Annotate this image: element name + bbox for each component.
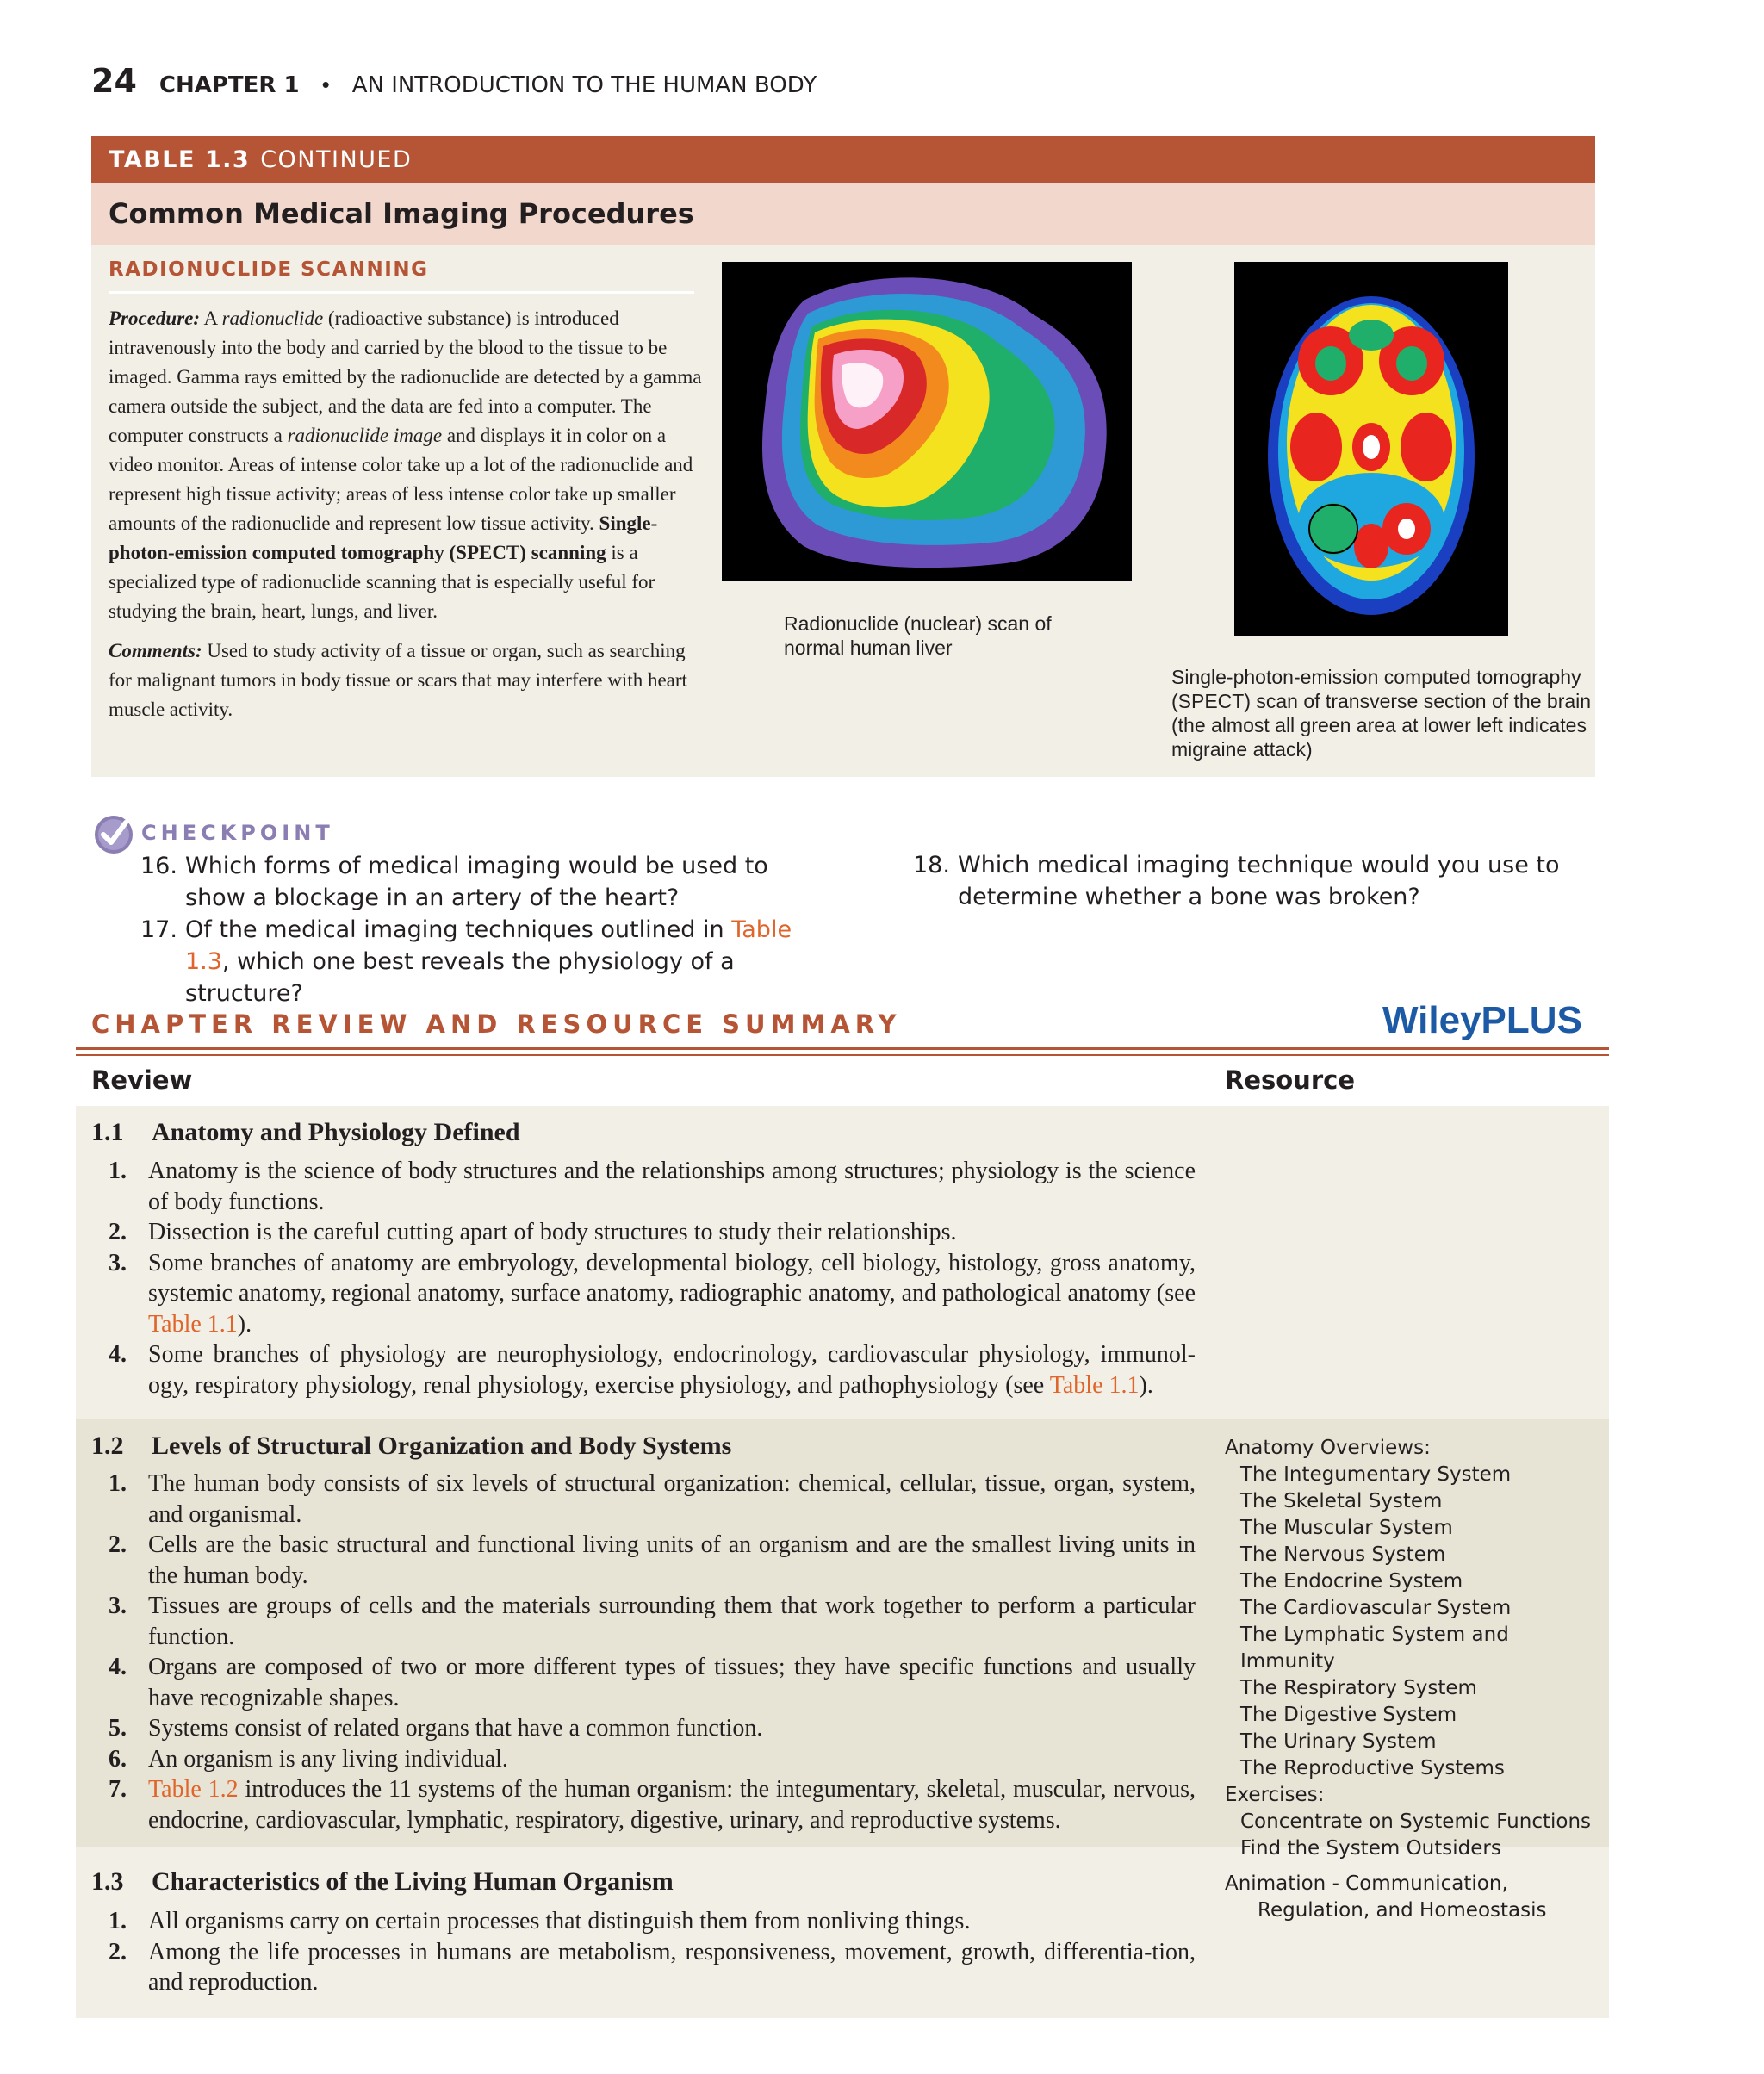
comments-text: Used to study activity of a tissue or organ, such as searching for malignant tumors in body tissue or scars that may interfere with heart muscle activity. [109, 640, 687, 720]
question-text: Which medical imaging technique would you use to determine whether a bone was broken? [958, 852, 1560, 910]
comments-paragraph [109, 636, 703, 724]
question-text-a: Of the medical imaging techniques outlined in [185, 916, 732, 943]
list-item [109, 1906, 1196, 1937]
divider-rule [76, 1047, 1609, 1050]
item-text: Dissection is the careful cutting apart of body structures to study their relationships. [148, 1219, 957, 1245]
list-item [109, 1652, 1196, 1713]
section-number: 1.2 [91, 1431, 124, 1460]
item-text: Some branches of anatomy are embryology, developmental biology, cell biology, histology, gross anatomy, systemic anatomy, regional anatomy, surface anatomy, radiographic anatomy, and pathological anatomy (see [148, 1249, 1196, 1307]
list-item [109, 1339, 1196, 1400]
item-text: An organism is any living individual. [148, 1745, 508, 1773]
review-section-title [91, 1867, 674, 1897]
item-number: 1. [109, 1158, 127, 1184]
item-text: introduces the 11 systems of the human organism: the integumentary, skeletal, muscular, nervous, endocrine, cardiovascular, lymphatic, respiratory, digestive, urinary, and reproductive systems. [148, 1776, 1196, 1834]
checkpoint-question-18 [913, 849, 1568, 913]
list-item [109, 1248, 1196, 1340]
resource-list-1-2 [1225, 1435, 1604, 1862]
procedure-text [109, 304, 703, 735]
chapter-review-title: CHAPTER REVIEW AND RESOURCE SUMMARY [91, 1009, 902, 1039]
list-item [109, 1937, 1196, 1998]
table-1-1-link[interactable]: Table 1.1 [148, 1310, 238, 1338]
resource-link[interactable]: Find the System Outsiders [1240, 1837, 1501, 1860]
table-1-2-link[interactable]: Table 1.2 [148, 1776, 239, 1803]
section-number: 1.3 [91, 1867, 124, 1896]
table-label: TABLE 1.3 [109, 146, 251, 173]
list-item [109, 1156, 1196, 1217]
item-number: 2. [109, 1531, 127, 1558]
item-number: 3. [109, 1249, 127, 1276]
item-number: 5. [109, 1715, 127, 1742]
resource-list-1-3 [1225, 1871, 1604, 1924]
section-name: Characteristics of the Living Human Organism [152, 1867, 674, 1896]
section-name: Anatomy and Physiology Defined [152, 1118, 520, 1146]
question-text: Which forms of medical imaging would be used to show a blockage in an artery of the heart? [185, 853, 768, 911]
item-number: 4. [109, 1341, 127, 1368]
list-item [109, 1713, 1196, 1744]
resource-link[interactable]: The Urinary System [1240, 1730, 1437, 1753]
item-text: Cells are the basic structural and functional living units of an organism and are the smallest living units in the human body. [148, 1531, 1196, 1589]
item-text: Systems consist of related organs that have a common function. [148, 1715, 763, 1742]
resource-link[interactable]: The Integumentary System [1240, 1463, 1512, 1486]
resource-heading: Anatomy Overviews: [1225, 1437, 1431, 1459]
question-text [140, 914, 829, 1009]
table-header-bar [91, 136, 1595, 183]
table-subtitle: Common Medical Imaging Procedures [91, 183, 1595, 245]
table-1-3 [91, 136, 1595, 777]
item-number: 4. [109, 1654, 127, 1680]
item-text: All organisms carry on certain processes that distinguish them from nonliving things. [148, 1908, 971, 1934]
review-section-title [91, 1118, 520, 1147]
term-spect: Single-photon-emission computed tomography (SPECT) scanning [109, 512, 658, 563]
list-item [109, 1530, 1196, 1591]
item-text-end: ). [1139, 1371, 1153, 1399]
checkpoint-title: CHECKPOINT [141, 821, 334, 845]
chapter-label: CHAPTER 1 [158, 72, 300, 98]
brand-wiley: Wiley [1382, 999, 1481, 1041]
section-number: 1.1 [91, 1118, 124, 1146]
review-list [109, 1469, 1196, 1835]
section-name: Levels of Structural Organization and Body Systems [152, 1431, 732, 1460]
resource-column-header: Resource [1225, 1065, 1355, 1095]
table-1-1-link[interactable]: Table 1.1 [1049, 1371, 1140, 1399]
resource-link[interactable]: The Lymphatic System and Immunity [1240, 1624, 1509, 1673]
item-text: Among the life processes in humans are metabolism, responsiveness, movement, growth, differentia-tion, and reproduction. [148, 1938, 1196, 1996]
term-radionuclide-image: radionuclide image [287, 425, 443, 446]
separator-bullet: • [321, 71, 330, 97]
procedure-text-4: is a specialized type of radionuclide scanning that is especially useful for studying the brain, heart, lungs, and liver. [109, 542, 655, 622]
brain-spect-image [1234, 262, 1508, 636]
checkpoint-question-16 [140, 850, 829, 914]
resource-link[interactable]: The Reproductive Systems [1240, 1757, 1505, 1779]
term-radionuclide: radionuclide [221, 307, 324, 329]
list-item [109, 1744, 1196, 1775]
list-item [109, 1591, 1196, 1652]
item-number: 2. [109, 1219, 127, 1245]
list-item [109, 1469, 1196, 1530]
item-text: Organs are composed of two or more different types of tissues; they have specific functions and usually have recognizable shapes. [148, 1654, 1196, 1711]
resource-link[interactable]: The Digestive System [1240, 1704, 1457, 1726]
resource-heading: Exercises: [1225, 1784, 1325, 1806]
item-number: 6. [109, 1745, 127, 1773]
comments-lead: Comments: [109, 640, 202, 661]
question-number: 18. [913, 852, 950, 879]
checkpoint-question-17 [140, 914, 829, 1009]
resource-link[interactable]: The Nervous System [1240, 1543, 1446, 1566]
item-number: 1. [109, 1470, 127, 1497]
item-text-end: ). [237, 1310, 252, 1338]
brain-scan-caption: Single-photon-emission computed tomography (SPECT) scan of transverse section of the brain (the almost all green area at lower left indicates migraine attack) [1171, 666, 1592, 761]
resource-link[interactable]: The Skeletal System [1240, 1490, 1443, 1512]
procedure-text-1: A [200, 307, 222, 329]
table-1-3-link[interactable]: Table 1.3 [185, 916, 792, 975]
review-column-header: Review [91, 1065, 193, 1095]
resource-link[interactable]: Concentrate on Systemic Functions [1240, 1810, 1592, 1833]
procedure-text-3: and displays it in color on a video monitor. Areas of intense color take up a lot of the radionuclide and represent high tissue activity; areas of less intense color take up smaller amounts of the radionuclide and represent low tissue activity. [109, 425, 693, 534]
review-list [109, 1156, 1196, 1400]
wileyplus-logo [1382, 999, 1582, 1042]
item-number: 3. [109, 1593, 127, 1619]
resource-link-continued[interactable]: Regulation, and Homeostasis [1258, 1899, 1547, 1922]
question-text-b: , which one best reveals the physiology of a structure? [185, 948, 735, 1007]
item-text: The human body consists of six levels of structural organization: chemical, cellular, tissue, organ, system, and organismal. [148, 1470, 1196, 1528]
brand-plus: PLUS [1481, 999, 1582, 1041]
table-continued: CONTINUED [260, 146, 413, 173]
question-number: 16. [140, 853, 177, 879]
checkpoint-check-icon [93, 814, 134, 855]
list-item [109, 1217, 1196, 1248]
item-number: 2. [109, 1938, 127, 1965]
procedure-text-2: (radioactive substance) is introduced intravenously into the body and carried by the blood to the tissue to be imaged. Gamma rays emitted by the radionuclide are detected by a gamma camera outside the subject, and the data are fed into a computer. The computer constructs a [109, 307, 702, 446]
liver-scan-image [722, 262, 1132, 581]
resource-link[interactable]: The Cardiovascular System [1240, 1597, 1512, 1619]
review-section-title [91, 1431, 731, 1461]
divider-rule [76, 1054, 1609, 1056]
chapter-title: AN INTRODUCTION TO THE HUMAN BODY [351, 72, 817, 98]
page-number: 24 [91, 62, 137, 100]
section-heading: RADIONUCLIDE SCANNING [109, 258, 694, 294]
item-number: 1. [109, 1908, 127, 1934]
procedure-paragraph [109, 304, 703, 626]
item-number: 7. [109, 1776, 127, 1803]
resource-link[interactable]: The Endocrine System [1240, 1570, 1463, 1593]
review-list [109, 1906, 1196, 1998]
resource-link[interactable]: The Muscular System [1240, 1517, 1453, 1539]
item-text: Anatomy is the science of body structures and the relationships among structures; physiology is the science of body functions. [148, 1158, 1196, 1215]
procedure-lead: Procedure: [109, 307, 201, 329]
resource-link[interactable]: Animation - Communication, [1225, 1872, 1508, 1895]
item-text: Some branches of physiology are neurophysiology, endocrinology, cardiovascular physiology, immunol-ogy, respiratory physiology, renal physiology, exercise physiology, and pathophysiology (see [148, 1341, 1196, 1399]
question-number: 17. [140, 916, 177, 943]
list-item [109, 1774, 1196, 1835]
running-head [91, 62, 817, 100]
resource-link[interactable]: The Respiratory System [1240, 1677, 1477, 1699]
item-text: Tissues are groups of cells and the materials surrounding them that work together to perform a particular function. [148, 1593, 1196, 1650]
liver-scan-caption: Radionuclide (nuclear) scan of normal human liver [784, 612, 1052, 659]
